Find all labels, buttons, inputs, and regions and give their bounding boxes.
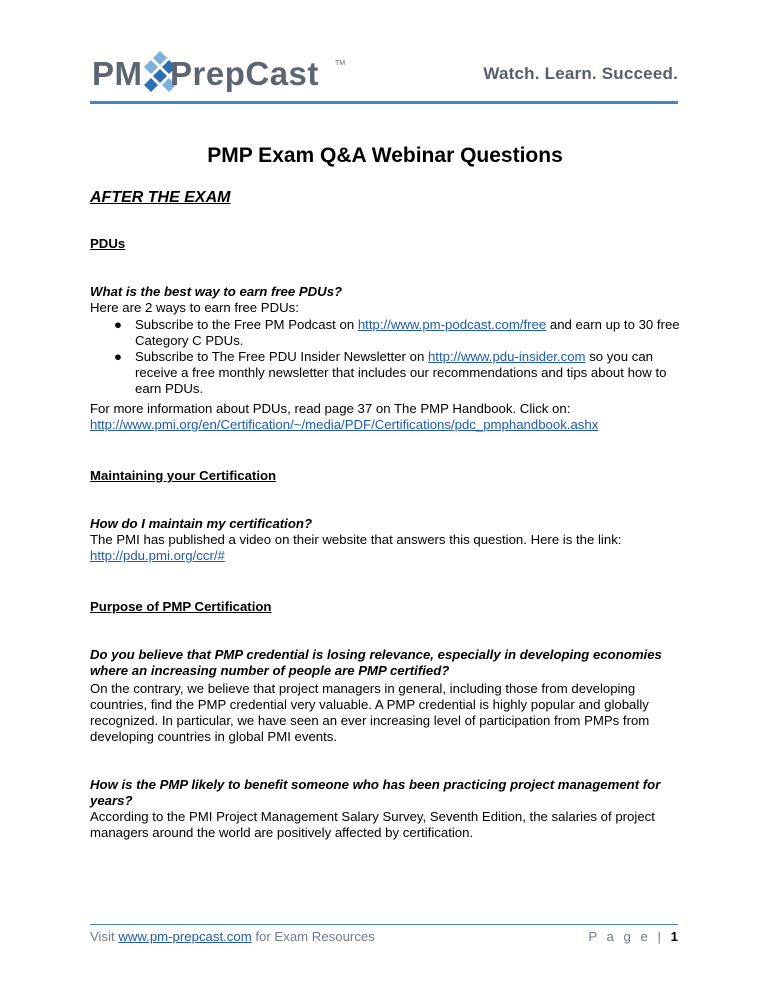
document-body: [90, 142, 680, 841]
bullet-text: Subscribe to the Free PM Podcast on: [135, 317, 358, 332]
ccr-link[interactable]: http://pdu.pmi.org/ccr/#: [90, 548, 225, 563]
bullet-text: and earn up to 30 free Category C PDUs.: [135, 317, 680, 348]
purpose-answer-1: On the contrary, we believe that project managers in general, including those from developing countries, find the PMP credential very valuable. A PMP credential is highly popular and globally recognized. In particular, we have seen an ever increasing level of participation from PMPs from developing countries in global PMI events.: [90, 681, 650, 744]
header-divider: [90, 101, 678, 104]
bullet-icon: ●: [114, 317, 122, 332]
list-item: [114, 317, 680, 349]
pdus-heading: PDUs: [90, 236, 126, 251]
purpose-question-1: Do you believe that PMP credential is losing relevance, especially in developing economies where an increasing number of people are PMP certified?: [90, 647, 662, 678]
page-number-value: 1: [670, 929, 678, 944]
bullet-text: Subscribe to The Free PDU Insider Newsletter on: [135, 349, 428, 364]
section-heading: AFTER THE EXAM: [90, 189, 231, 206]
bullet-icon: ●: [114, 349, 122, 364]
prepcast-website-link[interactable]: www.pm-prepcast.com: [118, 929, 252, 944]
maintaining-question: How do I maintain my certification?: [90, 516, 313, 531]
pdus-list: [90, 317, 680, 397]
maintaining-answer: The PMI has published a video on their website that answers this question. Here is the link:: [90, 532, 622, 547]
footer-rest-text: for Exam Resources: [251, 929, 375, 944]
footer-visit-text: Visit: [90, 929, 119, 944]
purpose-heading: Purpose of PMP Certification: [90, 599, 272, 614]
bullet-text: so you can receive a free monthly newsletter that includes our recommendations and tips about how to earn PDUs.: [135, 349, 667, 396]
tagline: Watch. Learn. Succeed.: [483, 64, 678, 83]
footer-visit: [90, 929, 375, 944]
logo-trademark: TM: [335, 60, 346, 67]
purpose-answer-2: According to the PMI Project Management Salary Survey, Seventh Edition, the salaries of project managers around the world are positively affected by certification.: [90, 809, 655, 840]
maintaining-heading: Maintaining your Certification: [90, 468, 277, 483]
logo-prepcast-text: PrepCast: [170, 55, 319, 92]
podcast-link[interactable]: http://www.pm-podcast.com/free: [357, 317, 547, 332]
purpose-question-2: How is the PMP likely to benefit someone who has been practicing project management for years?: [90, 777, 661, 808]
page-label: P a g e |: [588, 929, 664, 944]
logo-pm-text: PM: [92, 55, 143, 92]
document-title: PMP Exam Q&A Webinar Questions: [207, 144, 563, 167]
pdu-insider-link[interactable]: http://www.pdu-insider.com: [427, 349, 586, 364]
page-number: [588, 929, 678, 944]
pdus-question: What is the best way to earn free PDUs?: [90, 284, 343, 299]
pdus-more-info: For more information about PDUs, read page 37 on The PMP Handbook. Click on:: [90, 401, 571, 416]
list-item: [114, 349, 680, 397]
pmp-handbook-link[interactable]: http://www.pmi.org/en/Certification/~/media/PDF/Certifications/pdc_pmphandbook.ashx: [90, 417, 599, 432]
footer-divider: [90, 924, 678, 925]
pdus-intro: Here are 2 ways to earn free PDUs:: [90, 300, 299, 315]
